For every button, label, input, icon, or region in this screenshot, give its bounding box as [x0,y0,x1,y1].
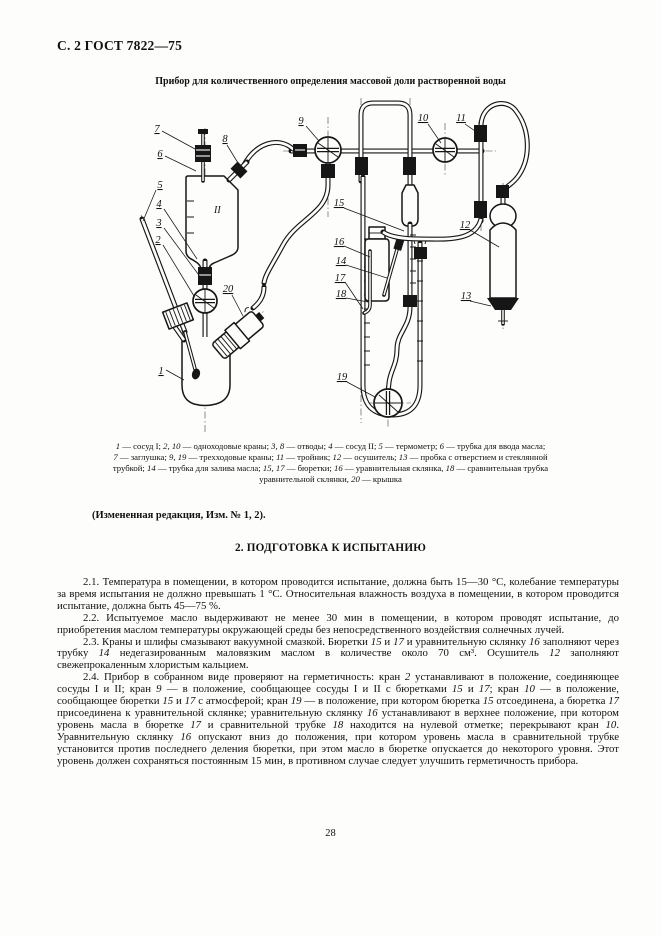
callout-leader-17 [345,282,363,309]
stopcock-10 [433,138,457,162]
plug-7 [195,145,211,162]
drying-tube [487,193,519,324]
paragraph-2-1: 2.1. Температура в помещении, в котором проводится испытание, должна быть 15—30 °С, колебание температуры за время испытания не должно превышать 1 °С. Относительная влажность воздуха в помещении, в котором проводится испытание, должна быть 45—75 %. [57,576,619,612]
stopcock-19 [374,389,402,417]
stopper-13 [487,298,519,310]
paragraph-2-2: 2.2. Испытуемое масло выдерживают не менее 30 мин в помещении, в котором проводят испытание, до приобретения маслом температуры окружающей среды без непосредственного воздействия солнечных лучей. [57,611,619,636]
callout-leader-8 [227,145,238,163]
callout-16: 16 [333,237,345,248]
callout-15: 15 [333,198,345,209]
apparatus-figure [124,94,540,442]
callout-leader-5 [143,190,156,221]
callout-8: 8 [222,134,228,145]
callout-4: 4 [156,199,162,210]
page-header: С. 2 ГОСТ 7822—75 [57,38,183,53]
callout-1: 1 [158,366,164,377]
stopcock-2 [193,289,217,313]
paragraph-2-4: 2.4. Прибор в собранном виде проверяют на герметичность: кран 2 устанавливают в положение, соединяющее сосуды I и II; кран 9 — в положение, сообщающее сосуды I и II с бюретками 15 и 17; кран 10 — в положение, сообщающее бюретки 15 и 17 с атмосферой; кран 19 — в положение, при котором бюретка 15 отсоединена, а бюретка 17 присоединена к уравнительной склянке; уравнительную склянку 16 устанавливают в верхнее положение, при котором уровень масла в бюретке 17 и сравнительной трубке 18 находится на нулевой отметке; перекрывают кран 10. Уравнительную склянку 16 опускают вниз до положения, при котором уровень масла в сравнительной трубке установится против последнего деления бюретки, при этом масло в бюретке опускается до некоторого уровня. Этот уровень должен сохраняться постоянным 15 мин, в противном случае следует улучшить герметичность прибора. [57,671,620,767]
callout-18: 18 [335,289,347,300]
callout-10: 10 [417,113,429,124]
page-number: 28 [325,828,336,839]
callout-11: 11 [456,113,466,124]
callout-9: 9 [298,116,304,127]
amendment-note: (Измененная редакция, Изм. № 1, 2). [92,510,266,521]
callout-20: 20 [222,284,234,295]
legend-line: 1 — сосуд I; 2, 10 — одноходовые краны; 3, 8 — отводы; 4 — сосуд II; 5 — термометр; 6 — трубка для ввода масла; [115,441,546,451]
paragraph-2-3: 2.3. Краны и шлифы смазывают вакуумной смазкой. Бюретки 15 и 17 и уравнительную склянку 16 заполняют через трубку 14 недегазированным маловязким маслом в количестве около 70 см³. Осушитель 12 заполняют свежепрокаленным хлористым кальцием. [57,635,619,672]
callout-17: 17 [334,273,346,284]
callout-13: 13 [460,291,472,302]
callout-leader-6 [165,156,196,171]
callout-6: 6 [157,149,163,160]
callout-leader-10 [428,124,441,143]
callout-leader-13 [470,301,491,306]
callout-14: 14 [335,256,347,267]
callout-2: 2 [155,235,161,246]
vessel-2-label: II [214,205,221,216]
callout-19: 19 [336,372,348,383]
burette-15 [402,185,418,226]
figure-title: Прибор для количественного определения массовой доли растворенной воды [155,76,506,87]
callout-3: 3 [156,218,162,229]
callout-5: 5 [157,180,163,191]
burette-assembly [363,175,427,415]
figure-legend [40,441,621,485]
callout-leader-7 [162,131,195,149]
legend-line: уравнительной склянки, 20 — крышка [259,474,402,484]
legend-line: 7 — заглушка; 9, 19 — трехходовые краны; 11 — тройник; 12 — осушитель; 13 — пробка с отверстием и стеклянной [113,452,548,462]
legend-line: трубкой; 14 — трубка для залива масла; 15, 17 — бюретки; 16 — уравнительная склянка, 18 — сравнительная трубка [112,463,549,473]
callout-leader-20 [232,295,243,316]
callout-12: 12 [459,220,471,231]
apparatus-diagram [124,94,540,442]
section-heading: 2. ПОДГОТОВКА К ИСПЫТАНИЮ [234,542,427,554]
callout-leader-9 [306,126,319,141]
section-body [57,577,619,768]
callout-7: 7 [154,124,160,135]
